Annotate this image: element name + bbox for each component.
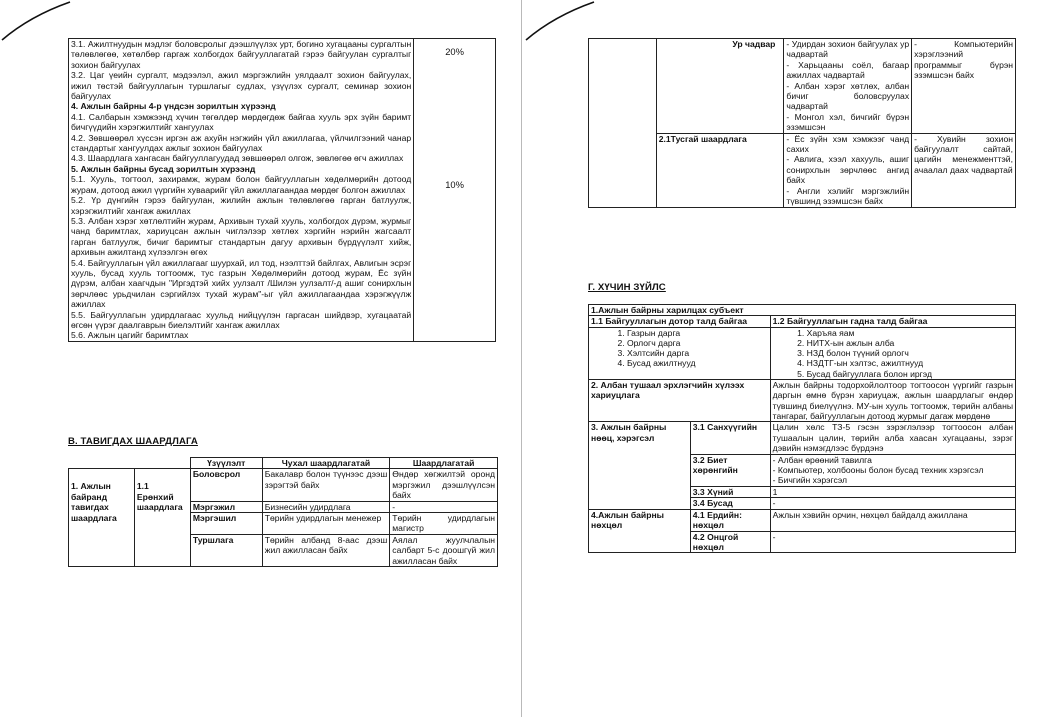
required-value: Төрийн албанд 8-аас дээш жил ажилласан байх: [262, 534, 390, 566]
outer-subjects-header: 1.2 Байгууллагын гадна талд байгаа: [770, 316, 1015, 327]
inner-subjects-list: [589, 327, 771, 379]
table-row: [589, 379, 1016, 422]
skills-required: - Удирдан зохион байгуулах ур чадвартай - Харьцааны соёл, багаар ажиллах чадвартай - Албан хэрэг хөтлөх, албан бичиг боловсруулах чадвартай - Монгол хэл, бичгийг бүрэн эзэмшсэн: [784, 39, 912, 134]
skills-table: [588, 38, 1016, 208]
requirement-subcategory: 1.1 Ерөнхий шаардлага: [134, 469, 190, 567]
table-row: [589, 422, 1016, 454]
resource-type: 3.2 Биет хөрөнгийн: [690, 454, 770, 486]
requirements-table-wrap: [68, 457, 498, 567]
condition-type: 4.2 Онцгой нөхцөл: [690, 531, 770, 553]
inner-subjects-header: 1.1 Байгууллагын дотор талд байгаа: [589, 316, 771, 327]
resources-label: 3. Ажлын байрны нөөц, хэрэгсэл: [589, 422, 691, 509]
skills-desired: - Компьютерийн хэрэглээний программыг бүрэн эзэмшсэн байх: [912, 39, 1016, 134]
resource-type: 3.1 Санхүүгийн: [690, 422, 770, 454]
conditions-label: 4.Ажлын байрны нөхцөл: [589, 509, 691, 553]
factors-table: [588, 304, 1016, 553]
list-item: 3. Хэлтсийн дарга: [627, 348, 768, 358]
empty-cell: [589, 39, 657, 208]
responsibility-text: Ажлын байрны тодорхойлолтоор тогтоосон үүргийг газрын даргын өмнө бүрэн хариуцаж, ажлын шаардлагыг өндөр түвшинд биелүүлнэ. МУ-ын хууль тогтоомж, төрийн албаны тангараг, байгууллагын дотоод журмыг дагаж мөрдөнө: [770, 379, 1015, 422]
table-row: [589, 316, 1016, 327]
table-row: [589, 305, 1016, 316]
factors-title: 1.Ажлын байрны харилцах субъект: [589, 305, 1016, 316]
indicator-label: Мэргэжил: [190, 501, 262, 512]
factors-table-wrap: [588, 304, 1016, 553]
list-item: 4. НЗДТГ-ын хэлтэс, ажилтнууд: [807, 358, 1013, 368]
requirement-category: 1. Ажлын байранд тавигдах шаардлага: [69, 469, 135, 567]
percent-cell: [414, 39, 496, 342]
special-requirement-label: 2.1Тусгай шаардлага: [656, 133, 784, 207]
desired-value: Өндөр хөгжилтэй оронд мэргэжил дээшлүүлсэн байх: [390, 469, 498, 501]
responsibility-label: 2. Албан тушаал эрхлэгчийн хүлээх хариуцлага: [589, 379, 771, 422]
resource-value: -: [770, 498, 1015, 509]
objectives-table-wrap: [68, 38, 496, 342]
indicator-label: Туршлага: [190, 534, 262, 566]
list-item: 2. Орлогч дарга: [627, 338, 768, 348]
section-title-factors: Г. ХҮЧИН ЗҮЙЛС: [588, 282, 666, 293]
indicator-label: Мэргэшил: [190, 513, 262, 535]
desired-value: Төрийн удирдлагын магистр: [390, 513, 498, 535]
list-item: 4. Бусад ажилтнууд: [627, 358, 768, 368]
resource-type: 3.3 Хүний: [690, 486, 770, 497]
resource-value: Цалин хөлс ТЗ-5 гэсэн зэрэглэлээр тогтоосон албан тушаалын цалин, төрийн алба хаасан хугацааны, зэрэг дэвийн нэмэгдлээс бүрдэнэ: [770, 422, 1015, 454]
percent-value: 10%: [445, 179, 464, 190]
objectives-table: [68, 38, 496, 342]
condition-value: Ажлын хэвийн орчин, нөхцөл байдалд ажиллана: [770, 509, 1015, 531]
resource-value: 1: [770, 486, 1015, 497]
percent-value: 20%: [445, 46, 464, 57]
special-desired: - Хувийн зохион байгуулалт сайтай, цагийн менежменттэй, ачаалал даах чадвартай: [912, 133, 1016, 207]
section-title-requirements: В. ТАВИГДАХ ШААРДЛАГА: [68, 436, 198, 447]
special-required: - Ёс зүйн хэм хэмжээг чанд сахих - Авлига, хээл хахууль, ашиг сонирхлын зөрчлөөс ангид байх - Англи хэлийг мэргэжлийн түвшинд эзэмшсэн байх: [784, 133, 912, 207]
requirements-table: [68, 457, 498, 567]
table-row: [69, 39, 496, 342]
column-header: Үзүүлэлт: [190, 458, 262, 469]
table-row: [589, 39, 1016, 134]
resource-value: - Албан өрөөний тавилга - Компьютер, холбооны болон бусад техник хэрэгсэл - Бичгийн хэрэгсэл: [770, 454, 1015, 486]
table-row: [69, 469, 498, 501]
required-value: Бизнесийн удирдлага: [262, 501, 390, 512]
list-item: 2. НИТХ-ын ажлын алба: [807, 338, 1013, 348]
column-header: Шаардлагатай: [390, 458, 498, 469]
condition-type: 4.1 Ердийн: нөхцөл: [690, 509, 770, 531]
page-divider: [521, 0, 522, 717]
list-item: 5. Бусад байгууллага болон иргэд: [807, 369, 1013, 379]
list-item: 1. Харъяа яам: [807, 328, 1013, 338]
required-value: Бакалавр болон түүнээс дээш зэрэгтэй байх: [262, 469, 390, 501]
objective-cell: 3.1. Ажилтнуудын мэдлэг боловсролыг дээшлүүлэх урт, богино хугацааны сургалтын төлөвлөгөө, хөтөлбөр гаргаж холбогдох байгууллагатай гэрээ байгуулан сургалтыг зохион байгуулах 3.2. Цаг үеийн сургалт, мэдээлэл, ажил мэргэжлийн уялдаалт зохион байгуулах, ижил төстэй байгууллагын туршлагыг судлах, үзүүлэх сургалт, семинар зохион байгуулах 4. Ажлын байрны 4-р үндсэн зорилтын хүрээнд 4.1. Салбарын хэмжээнд хүчин төгөлдөр мөрдөгдөж байгаа хууль эрх зүйн баримт бичгүүдийн хэрэгжилтийг хангуулах 4.2. Зөвшөөрөл хүссэн иргэн аж ахуйн нэгжийн үйл ажиллагаа, үйлчилгээний чанар стандартыг хангуулдах ажлыг зохион байгуулах 4.3. Шаардлага хангасан байгууллагуудад зөвшөөрөл олгож, зөвлөгөө өгч ажиллах 5. Ажлын байрны бусад зорилтын хүрээнд 5.1. Хууль, тогтоол, захирамж, журам болон байгууллагын хөдөлмөрийн дотоод журам, дотоод ажил үүргийн хуваарийг үйл ажиллагаандаа мөрдөг болгон ажиллах 5.2. Үр дүнгийн гэрээ байгуулан, жилийн ажлын төлөвлөгөө гарган батлуулж, хэрэгжилтийг хангаж ажиллах 5.3. Албан хэрэг хөтлөлтийн журам, Архивын тухай хууль, холбогдох дүрэм, журмыг чанд баримтлах, хариуцсан ажлын чиглэлээр хөтлөх хэргийн нэрийн жагсаалт гарган батлуулж, бичиг баримтыг стандартын дагуу архивын бүрдүүлэлт хийж, архивын ажилтанд хүлээлгэн өгөх 5.4. Байгууллагын үйл ажиллагааг шуурхай, ил тод, нээлттэй байлгах, Авлигын эсрэг хууль, бусад хууль тогтоомж, тус газрын Хөдөлмөрийн дотоод журам, Ёс зүйн дүрэм, албан хаагчдын "Иргэдтэй хийх уулзалт /Шилэн уулзалт/-д ашиг сонирхлын зөрчлөөс урьдчилан сэргийлэх тухай журам"-ыг үйл ажиллагаандаа хэрэгжүүлж ажиллах 5.5. Байгууллагын удирдлагаас хуульд нийцүүлэн гаргасан шийдвэр, хугацаатай өгсөн үүрэг даалгаврын биелэлтийг хангаж ажиллах 5.6. Ажлын цагийг баримтлах: [69, 39, 414, 342]
skills-label: Ур чадвар: [656, 39, 784, 134]
column-header: Чухал шаардлагатай: [262, 458, 390, 469]
outer-subjects-list: [770, 327, 1015, 379]
list-item: 3. НЗД болон түүний орлогч: [807, 348, 1013, 358]
skills-table-wrap: [588, 38, 1016, 208]
indicator-label: Боловсрол: [190, 469, 262, 501]
list-item: 1. Газрын дарга: [627, 328, 768, 338]
desired-value: -: [390, 501, 498, 512]
resource-type: 3.4 Бусад: [690, 498, 770, 509]
condition-value: -: [770, 531, 1015, 553]
desired-value: Аялал жуулчлалын салбарт 5-с доошгүй жил ажилласан байх: [390, 534, 498, 566]
table-row: [589, 327, 1016, 379]
table-row: [589, 509, 1016, 531]
required-value: Төрийн удирдлагын менежер: [262, 513, 390, 535]
table-header-row: [69, 458, 498, 469]
